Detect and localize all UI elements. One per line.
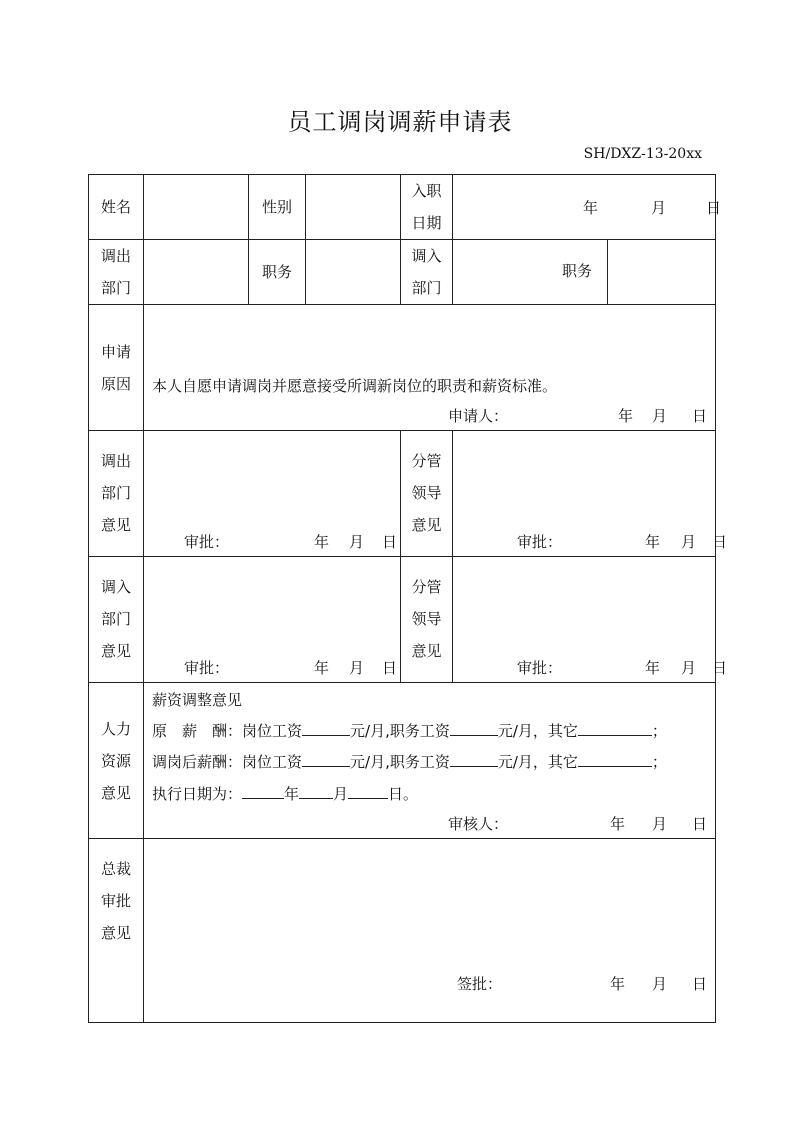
ceo-opinion-label-line1: 总裁 [100,860,131,878]
out-position-label: 职务 [249,240,306,305]
in-opinion-label-line1: 调入 [100,578,131,596]
name-label: 姓名 [89,175,144,240]
original-unit-2: 元/月，其它 [497,722,578,740]
out-opinion-label [89,431,144,557]
out-leader-label-line2: 领导 [411,484,442,502]
exec-month-label: 月 [333,785,349,803]
out-approve-month: 月 [349,533,365,551]
in-leader-day: 日 [712,659,728,677]
in-leader-cell[interactable] [453,557,728,683]
in-leader-label-line1: 分管 [411,578,442,596]
hr-opinion-label-line3: 意见 [100,783,131,802]
out-dept-label-line2: 部门 [100,279,131,297]
in-approve-label: 审批： [184,659,230,677]
in-opinion-cell[interactable] [144,557,401,683]
out-opinion-label-line2: 部门 [100,484,131,502]
original-post-wage-label: 岗位工资 [242,722,303,740]
review-day: 日 [692,815,708,833]
hr-opinion-cell[interactable] [144,683,716,839]
in-leader-label [401,557,453,683]
ceo-opinion-label-line2: 审批 [100,892,131,910]
in-position-cell[interactable] [562,240,716,305]
in-leader-label-line3: 意见 [411,642,442,660]
ceo-opinion-label-line3: 意见 [100,924,131,942]
in-leader-month: 月 [681,659,697,677]
reason-label-line2: 原因 [100,374,131,393]
out-leader-label [401,431,453,557]
entry-date-label-line2: 日期 [411,214,442,232]
reason-label-line1: 申请 [100,342,131,361]
in-approve-day: 日 [382,659,398,677]
original-post-wage-blank[interactable] [302,721,350,736]
entry-day: 日 [706,199,722,217]
original-line-end: ； [651,722,667,740]
out-dept-label [89,240,144,305]
new-salary-label: 调岗后薪酬： [152,753,243,771]
new-post-wage-label: 岗位工资 [242,753,303,771]
out-leader-label-line3: 意见 [411,516,442,534]
reason-month: 月 [652,407,668,425]
exec-year-blank[interactable] [242,784,284,799]
ceo-day: 日 [692,975,708,993]
application-form [88,174,728,1023]
applicant-label: 申请人： [448,407,509,425]
out-dept-field[interactable] [144,240,249,305]
hr-opinion-label-line2: 资源 [100,751,131,770]
ceo-opinion-cell[interactable] [144,839,716,1023]
hr-heading: 薪资调整意见 [152,691,243,709]
out-position-field[interactable] [306,240,401,305]
new-post-wage-blank[interactable] [302,752,350,767]
original-other-blank[interactable] [578,721,652,736]
reason-label [89,305,144,431]
original-unit-1: 元/月,职务工资 [350,722,450,740]
out-leader-label-line1: 分管 [411,452,442,470]
entry-month: 月 [651,199,667,217]
review-year: 年 [610,815,626,833]
out-opinion-label-line3: 意见 [100,516,131,534]
exec-day-blank[interactable] [348,784,388,799]
out-leader-cell[interactable] [453,431,728,557]
in-approve-month: 月 [349,659,365,677]
out-leader-month: 月 [681,533,697,551]
page-title: 员工调岗调薪申请表 [287,108,513,136]
exec-date-label: 执行日期为： [152,785,243,803]
exec-year-label: 年 [284,785,300,803]
reviewer-label: 审核人： [448,815,509,833]
entry-date-label [401,175,453,240]
hr-opinion-label-line1: 人力 [100,719,131,738]
reason-year: 年 [618,407,634,425]
in-approve-year: 年 [314,659,330,677]
gender-label: 性别 [249,175,306,240]
in-leader-label-line2: 领导 [411,610,442,628]
reason-day: 日 [692,407,708,425]
hr-opinion-label [89,683,144,839]
ceo-sign-label: 签批： [457,975,503,993]
out-opinion-label-line1: 调出 [100,452,131,470]
out-leader-year: 年 [645,533,661,551]
out-approve-day: 日 [382,533,398,551]
in-opinion-label [89,557,144,683]
in-opinion-label-line2: 部门 [100,610,131,628]
out-leader-day: 日 [712,533,728,551]
in-leader-year: 年 [645,659,661,677]
in-position-label: 职务 [562,262,593,280]
original-position-wage-blank[interactable] [450,721,498,736]
new-unit-2: 元/月，其它 [497,753,578,771]
entry-date-label-line1: 入职 [411,182,442,200]
exec-month-blank[interactable] [299,784,333,799]
exec-day-label: 日。 [388,785,419,803]
in-dept-label [401,240,453,305]
exec-date-line [152,783,418,804]
gender-field[interactable] [306,175,401,240]
new-salary-line [152,751,667,772]
ceo-opinion-label [89,839,144,1023]
entry-date-field[interactable] [453,175,722,240]
in-opinion-label-line3: 意见 [100,642,131,660]
new-unit-1: 元/月,职务工资 [350,753,450,771]
in-dept-label-line2: 部门 [411,279,442,297]
out-opinion-cell[interactable] [144,431,401,557]
out-leader-approve-label: 审批： [517,533,563,551]
original-salary-line [152,720,667,741]
out-dept-label-line1: 调出 [100,247,131,265]
review-month: 月 [652,815,668,833]
ceo-month: 月 [652,975,668,993]
in-dept-label-line1: 调入 [411,247,442,265]
in-leader-approve-label: 审批： [517,659,563,677]
new-position-wage-blank[interactable] [450,752,498,767]
name-field[interactable] [144,175,249,240]
reason-cell[interactable] [144,305,716,431]
new-other-blank[interactable] [578,752,652,767]
reason-text: 本人自愿申请调岗并愿意接受所调新岗位的职责和薪资标准。 [152,377,558,395]
new-line-end: ； [651,753,667,771]
entry-year: 年 [583,199,599,217]
out-approve-year: 年 [314,533,330,551]
out-approve-label: 审批： [184,533,230,551]
ceo-year: 年 [610,975,626,993]
original-salary-label: 原 薪 酬： [152,722,243,740]
form-code: SH/DXZ-13-20xx [583,146,702,162]
